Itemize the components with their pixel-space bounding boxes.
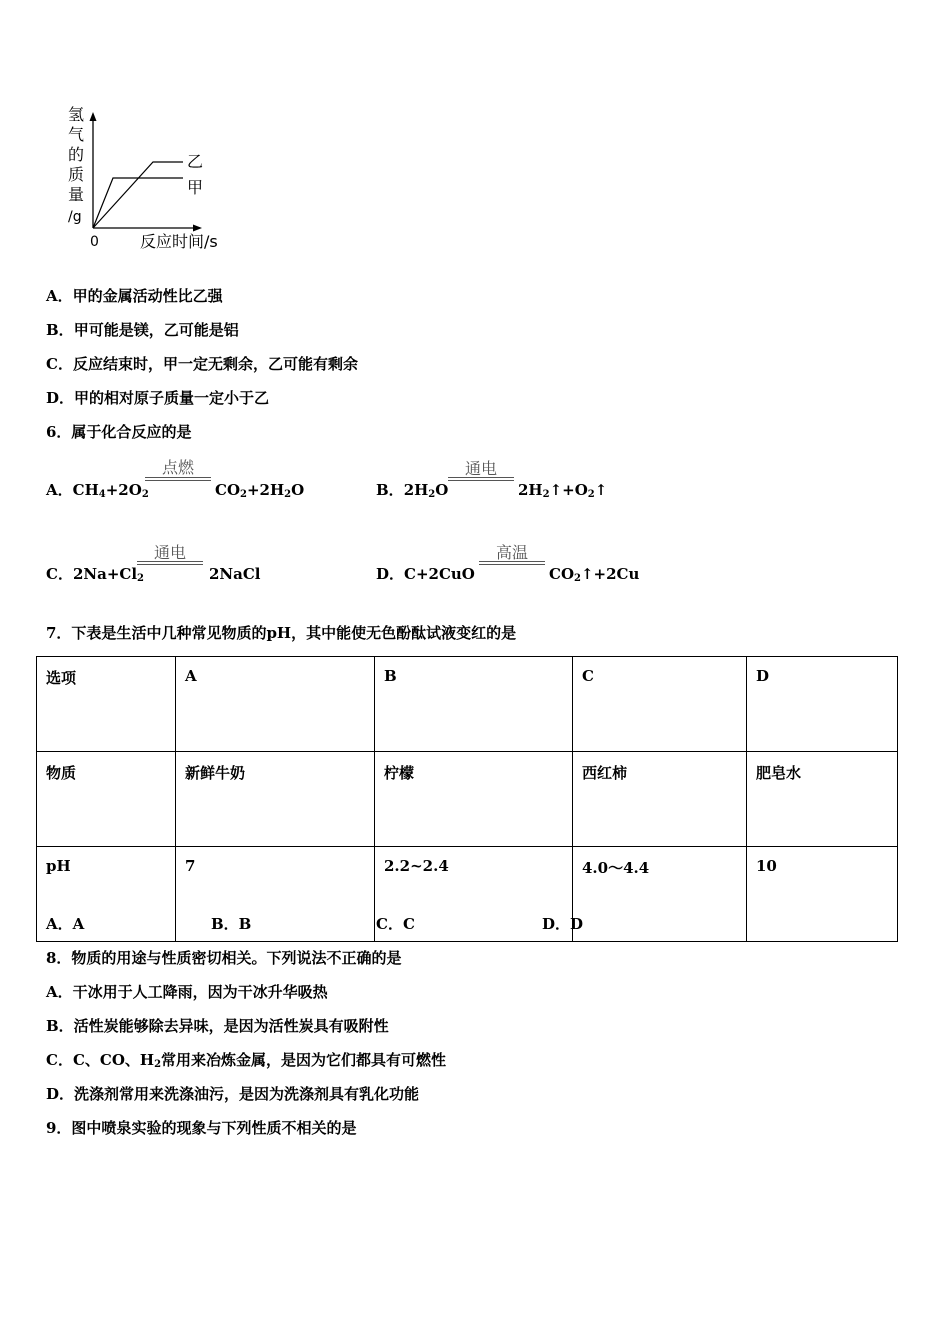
table-row (37, 847, 898, 942)
table-cell: D (747, 657, 898, 752)
option-letter: C． (46, 355, 73, 373)
q5-option-a[interactable] (46, 287, 223, 305)
y-axis-label-char: 的 (68, 145, 85, 164)
y-axis-label-char: 质 (68, 165, 85, 184)
option-letter: D． (46, 389, 75, 407)
option-letter: A． (46, 287, 73, 305)
series-line-jia (93, 178, 183, 228)
y-axis-label-char: 气 (68, 125, 85, 144)
q6-option-a-products: $CO_2+2H_2O$ (215, 481, 305, 500)
option-text: 甲的相对原子质量一定小于乙 (74, 389, 270, 407)
table-row (37, 752, 898, 847)
ph-table (36, 656, 898, 942)
q8-option-b[interactable]: B．活性炭能够除去异味，是因为活性炭具有吸附性 (46, 1017, 389, 1035)
series-label-yi: 乙 (187, 152, 204, 171)
reaction-condition: 通电 (464, 459, 497, 478)
table-cell: 7 (176, 847, 375, 942)
table-cell: 肥皂水 (747, 752, 898, 847)
q7-answer-c[interactable]: C．C (376, 915, 415, 933)
x-axis-label: 反应时间/s (140, 232, 218, 251)
q6-stem: 6．属于化合反应的是 (46, 423, 192, 441)
table-cell: 物质 (37, 752, 176, 847)
q7-stem: 7．下表是生活中几种常见物质的pH，其中能使无色酚酞试液变红的是 (46, 624, 517, 642)
table-cell: 新鲜牛奶 (176, 752, 375, 847)
subscript: 2 (154, 1059, 162, 1070)
equals-sign (145, 477, 211, 481)
option-text: 反应结束时，甲一定无剩余，乙可能有剩余 (72, 355, 358, 373)
q6-option-a[interactable]: A．$CH_4+2O_2$ (46, 481, 149, 500)
q6-option-d[interactable]: D．C+2CuO (376, 565, 475, 583)
q6-option-b[interactable]: B．$2H_2O$ (376, 481, 449, 500)
q8-option-c[interactable] (46, 1051, 446, 1069)
q6-option-c[interactable]: C．$2Na+Cl_2$ (46, 565, 144, 584)
q7-answer-d[interactable]: D．D (542, 915, 584, 933)
table-row (37, 657, 898, 752)
q5-option-c[interactable] (46, 355, 358, 373)
equals-sign (479, 561, 545, 565)
table-cell: A (176, 657, 375, 752)
hydrogen-mass-chart (60, 100, 240, 260)
option-letter: A． (46, 481, 73, 499)
y-axis-arrow (90, 112, 97, 121)
reaction-condition: 通电 (153, 543, 186, 562)
option-text: 甲可能是镁，乙可能是铝 (73, 321, 239, 339)
table-cell: 10 (747, 847, 898, 942)
table-cell: 柠檬 (375, 752, 573, 847)
option-letter: B． (376, 481, 404, 499)
reaction-condition: 点燃 (161, 458, 194, 477)
table-cell: 2.2~2.4 (375, 847, 573, 942)
table-cell: C (573, 657, 747, 752)
option-letter: D． (376, 565, 405, 583)
q8-stem: 8．物质的用途与性质密切相关。下列说法不正确的是 (46, 949, 402, 967)
x-axis-arrow (193, 225, 202, 232)
origin-label: 0 (90, 234, 99, 250)
q6-option-b-products: $2H_2↑+O_2↑$ (518, 481, 608, 500)
q6-option-d-products: $CO_2↑+2Cu$ (549, 565, 640, 584)
q5-option-d[interactable] (46, 389, 269, 407)
y-axis-label-char: 量 (68, 185, 85, 204)
table-cell: 西红柿 (573, 752, 747, 847)
equals-sign (137, 561, 203, 565)
option-text: C．C、CO、H (46, 1051, 155, 1069)
option-text: 常用来冶炼金属，是因为它们都具有可燃性 (161, 1051, 447, 1069)
q7-answer-b[interactable]: B．B (211, 915, 252, 933)
reaction-condition: 高温 (495, 543, 528, 562)
series-label-jia: 甲 (187, 178, 204, 197)
q6-option-c-products: 2NaCl (209, 565, 261, 583)
y-axis-unit: /g (68, 209, 82, 225)
q5-option-b[interactable] (46, 321, 239, 339)
table-cell: B (375, 657, 573, 752)
q8-option-a[interactable]: A．干冰用于人工降雨，因为干冰升华吸热 (46, 983, 328, 1001)
table-cell: pH (37, 847, 176, 942)
q9-stem: 9．图中喷泉实验的现象与下列性质不相关的是 (46, 1119, 357, 1137)
q8-option-d[interactable]: D．洗涤剂常用来洗涤油污，是因为洗涤剂具有乳化功能 (46, 1085, 420, 1103)
option-text: 甲的金属活动性比乙强 (72, 287, 223, 305)
option-letter: B． (46, 321, 74, 339)
table-cell: 4.0～4.4 (573, 847, 747, 942)
y-axis-label-char: 氢 (68, 105, 85, 124)
equals-sign (448, 477, 514, 481)
table-cell: 选项 (37, 657, 176, 752)
option-letter: C． (46, 565, 73, 583)
q7-answer-a[interactable]: A．A (46, 915, 85, 933)
